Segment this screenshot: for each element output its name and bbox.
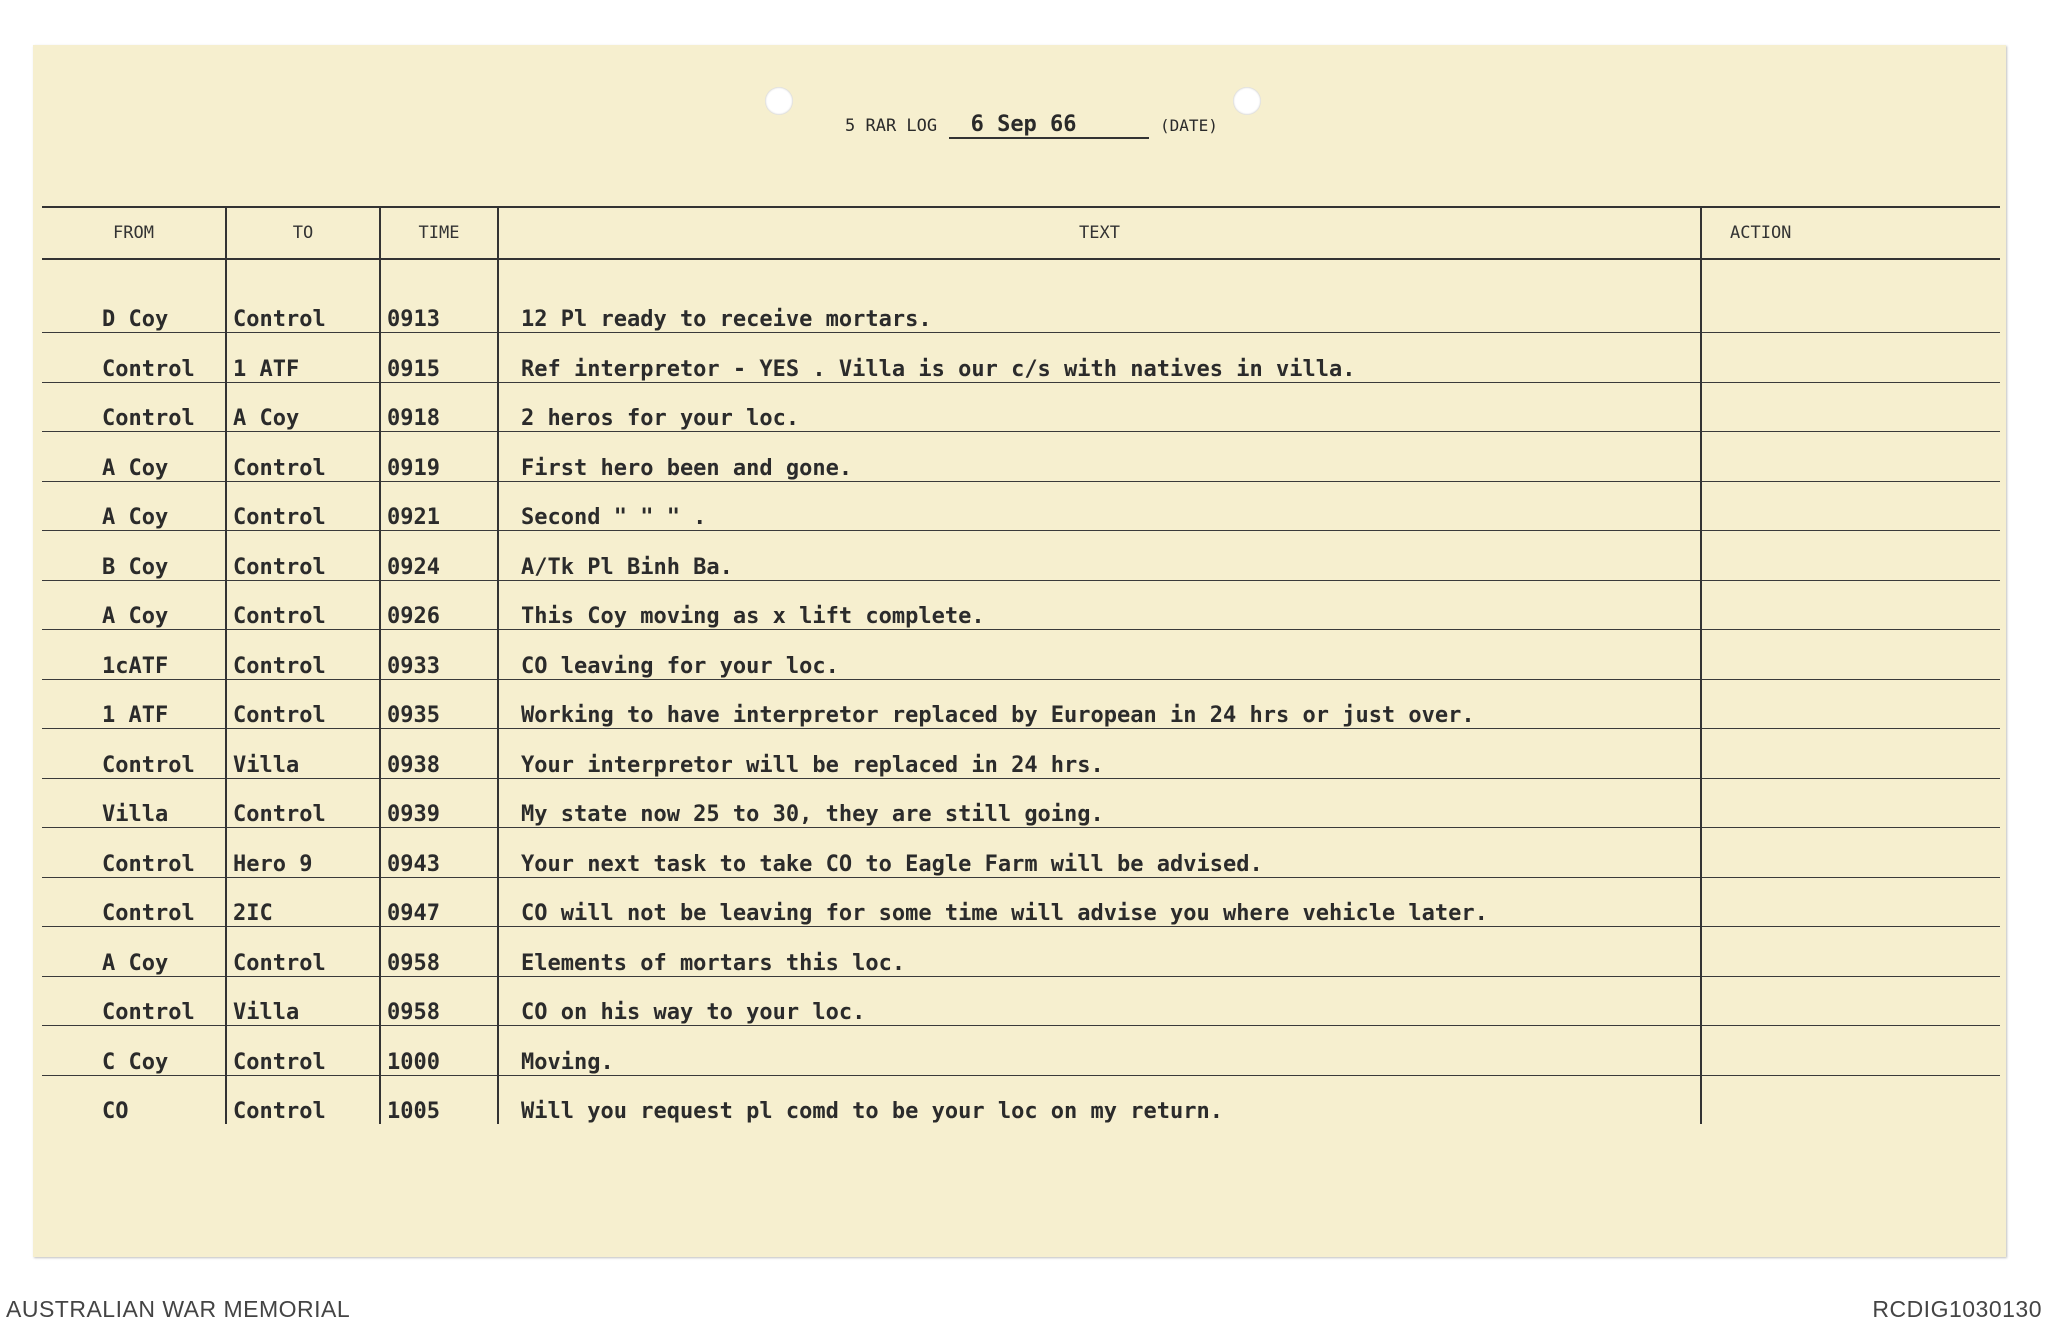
cell-from: B Coy: [42, 531, 226, 581]
cell-time: 1000: [380, 1026, 498, 1076]
column-header-time: TIME: [380, 207, 498, 259]
cell-text: CO will not be leaving for some time will advise you where vehicle later.: [498, 877, 1701, 927]
table-row: [42, 382, 2000, 432]
table-row: [42, 1075, 2000, 1124]
cell-to: Control: [226, 630, 380, 680]
cell-action: [1701, 778, 2000, 828]
cell-time: 0924: [380, 531, 498, 581]
cell-text: Will you request pl comd to be your loc on my return.: [498, 1075, 1701, 1124]
cell-time: 0926: [380, 580, 498, 630]
cell-text: CO leaving for your loc.: [498, 630, 1701, 680]
log-date: 6 Sep 66: [949, 112, 1149, 139]
cell-from: C Coy: [42, 1026, 226, 1076]
table-row: [42, 828, 2000, 878]
cell-text: Your next task to take CO to Eagle Farm will be advised.: [498, 828, 1701, 878]
cell-to: Control: [226, 432, 380, 482]
message-log-table: [42, 206, 2000, 1124]
cell-text: This Coy moving as x lift complete.: [498, 580, 1701, 630]
cell-text: Moving.: [498, 1026, 1701, 1076]
table-row: [42, 1026, 2000, 1076]
cell-from: A Coy: [42, 432, 226, 482]
cell-time: 0913: [380, 259, 498, 333]
cell-time: 1005: [380, 1075, 498, 1124]
cell-text: First hero been and gone.: [498, 432, 1701, 482]
cell-to: Control: [226, 259, 380, 333]
cell-from: Villa: [42, 778, 226, 828]
cell-to: Control: [226, 1026, 380, 1076]
cell-from: D Coy: [42, 259, 226, 333]
cell-action: [1701, 580, 2000, 630]
punch-hole-left: [765, 87, 793, 115]
column-header-action: ACTION: [1701, 207, 2000, 259]
column-header-text: TEXT: [498, 207, 1701, 259]
cell-from: Control: [42, 828, 226, 878]
cell-from: Control: [42, 729, 226, 779]
cell-from: CO: [42, 1075, 226, 1124]
table-row: [42, 976, 2000, 1026]
cell-action: [1701, 927, 2000, 977]
cell-action: [1701, 828, 2000, 878]
cell-to: Control: [226, 531, 380, 581]
cell-action: [1701, 877, 2000, 927]
cell-text: CO on his way to your loc.: [498, 976, 1701, 1026]
cell-text: 2 heros for your loc.: [498, 382, 1701, 432]
cell-time: 0938: [380, 729, 498, 779]
cell-action: [1701, 1075, 2000, 1124]
cell-text: Working to have interpretor replaced by European in 24 hrs or just over.: [498, 679, 1701, 729]
cell-time: 0935: [380, 679, 498, 729]
cell-action: [1701, 630, 2000, 680]
cell-to: Control: [226, 679, 380, 729]
cell-from: 1cATF: [42, 630, 226, 680]
cell-to: Control: [226, 580, 380, 630]
cell-time: 0921: [380, 481, 498, 531]
table-row: [42, 927, 2000, 977]
table-row: [42, 531, 2000, 581]
table-row: [42, 679, 2000, 729]
table-row: [42, 630, 2000, 680]
cell-time: 0939: [380, 778, 498, 828]
cell-from: A Coy: [42, 481, 226, 531]
column-header-from: FROM: [42, 207, 226, 259]
cell-to: 2IC: [226, 877, 380, 927]
cell-to: Villa: [226, 729, 380, 779]
cell-to: Control: [226, 1075, 380, 1124]
cell-to: Control: [226, 927, 380, 977]
cell-text: Ref interpretor - YES . Villa is our c/s with natives in villa.: [498, 333, 1701, 383]
cell-action: [1701, 259, 2000, 333]
cell-time: 0919: [380, 432, 498, 482]
cell-time: 0943: [380, 828, 498, 878]
cell-action: [1701, 432, 2000, 482]
cell-action: [1701, 481, 2000, 531]
cell-action: [1701, 382, 2000, 432]
table-row: [42, 481, 2000, 531]
cell-from: Control: [42, 333, 226, 383]
table-row: [42, 432, 2000, 482]
cell-from: A Coy: [42, 927, 226, 977]
table-row: [42, 778, 2000, 828]
cell-text: Elements of mortars this loc.: [498, 927, 1701, 977]
cell-action: [1701, 333, 2000, 383]
archive-reference: RCDIG1030130: [1872, 1296, 2042, 1322]
cell-to: Villa: [226, 976, 380, 1026]
punch-hole-right: [1233, 87, 1261, 115]
cell-from: Control: [42, 976, 226, 1026]
cell-time: 0918: [380, 382, 498, 432]
table-row: [42, 877, 2000, 927]
log-name: 5 RAR LOG: [845, 116, 938, 136]
cell-action: [1701, 1026, 2000, 1076]
table-body: [42, 259, 2000, 1124]
cell-action: [1701, 531, 2000, 581]
cell-to: Control: [226, 778, 380, 828]
cell-to: 1 ATF: [226, 333, 380, 383]
cell-time: 0915: [380, 333, 498, 383]
cell-text: My state now 25 to 30, they are still going.: [498, 778, 1701, 828]
cell-from: 1 ATF: [42, 679, 226, 729]
table-row: [42, 729, 2000, 779]
cell-text: A/Tk Pl Binh Ba.: [498, 531, 1701, 581]
cell-action: [1701, 679, 2000, 729]
cell-action: [1701, 729, 2000, 779]
cell-to: Control: [226, 481, 380, 531]
table-header-row: [42, 207, 2000, 259]
cell-from: Control: [42, 877, 226, 927]
cell-to: Hero 9: [226, 828, 380, 878]
date-label: (DATE): [1160, 116, 1218, 135]
cell-text: Your interpretor will be replaced in 24 hrs.: [498, 729, 1701, 779]
cell-action: [1701, 976, 2000, 1026]
archive-credit: AUSTRALIAN WAR MEMORIAL: [6, 1296, 351, 1322]
cell-time: 0958: [380, 976, 498, 1026]
cell-text: 12 Pl ready to receive mortars.: [498, 259, 1701, 333]
cell-to: A Coy: [226, 382, 380, 432]
table-row: [42, 259, 2000, 333]
cell-time: 0947: [380, 877, 498, 927]
cell-time: 0958: [380, 927, 498, 977]
log-header: [845, 112, 1218, 139]
table-row: [42, 333, 2000, 383]
cell-time: 0933: [380, 630, 498, 680]
column-header-to: TO: [226, 207, 380, 259]
cell-from: A Coy: [42, 580, 226, 630]
table-row: [42, 580, 2000, 630]
cell-text: Second " " " .: [498, 481, 1701, 531]
cell-from: Control: [42, 382, 226, 432]
